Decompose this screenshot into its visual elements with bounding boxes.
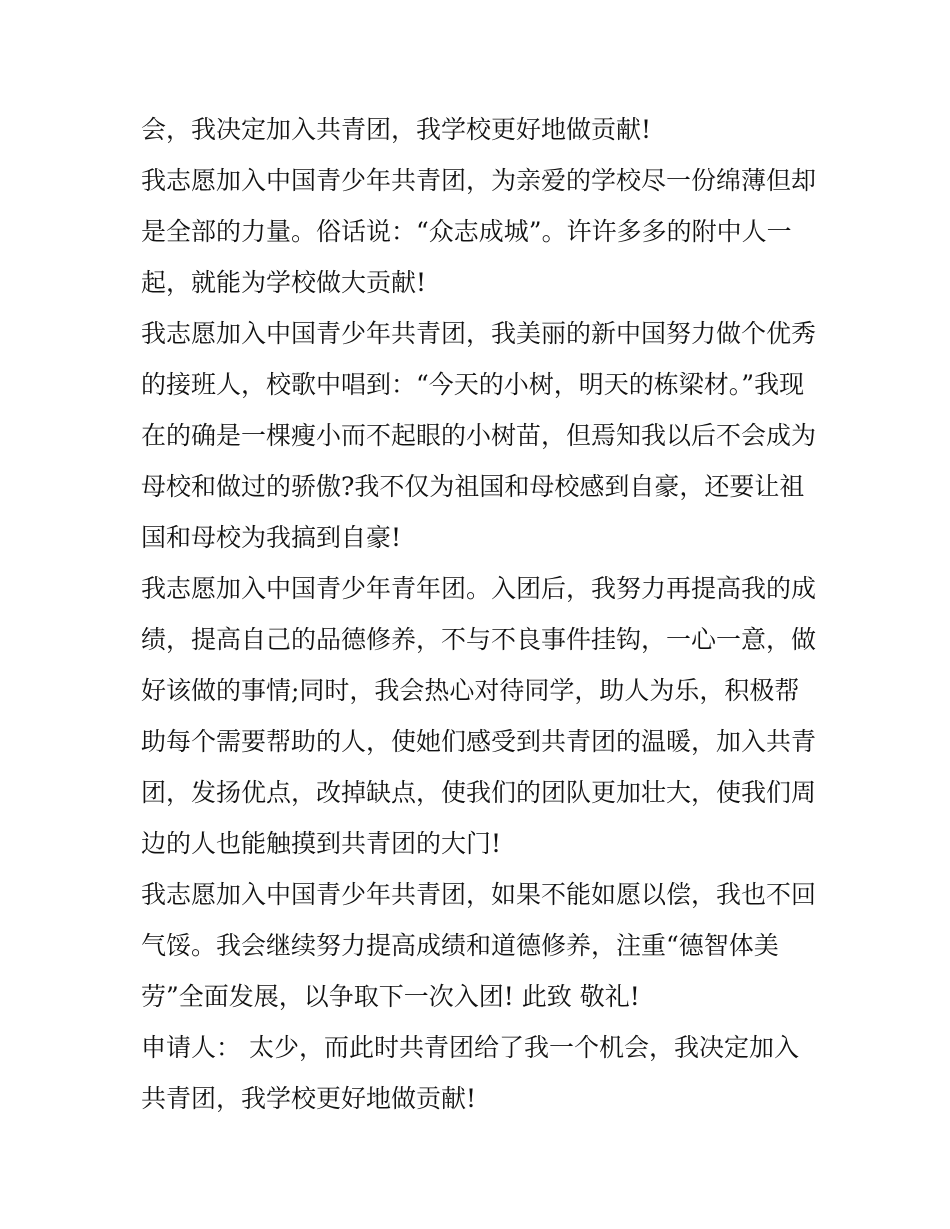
text-line: 我志愿加入中国青少年青年团。入团后，我努力再提高我的成 — [141, 574, 817, 603]
text-line: 助每个需要帮助的人，使她们感受到共青团的温暖，加入共青 — [141, 727, 817, 756]
text-line: 团，发扬优点，改掉缺点，使我们的团队更加壮大，使我们周 — [141, 778, 817, 807]
text-line: 我志愿加入中国青少年共青团，我美丽的新中国努力做个优秀 — [141, 319, 817, 348]
text-line: 我志愿加入中国青少年共青团，为亲爱的学校尽一份绵薄但却 — [141, 166, 817, 195]
text-line: 申请人： 太少，而此时共青团给了我一个机会，我决定加入 — [141, 1033, 799, 1062]
text-line: 边的人也能触摸到共青团的大门! — [141, 829, 502, 858]
text-line: 母校和做过的骄傲?我不仅为祖国和母校感到自豪，还要让祖 — [141, 472, 805, 501]
text-line: 气馁。我会继续努力提高成绩和道德修养，注重“德智体美 — [141, 931, 779, 960]
text-line: 共青团，我学校更好地做贡献! — [141, 1084, 477, 1113]
text-line: 是全部的力量。俗话说：“众志成城”。许许多多的附中人一 — [141, 217, 792, 246]
text-line: 好该做的事情;同时，我会热心对待同学，助人为乐，积极帮 — [141, 676, 800, 705]
text-line: 我志愿加入中国青少年共青团，如果不能如愿以偿，我也不回 — [141, 880, 817, 909]
text-line: 绩，提高自己的品德修养，不与不良事件挂钩，一心一意，做 — [141, 625, 817, 654]
text-line: 国和母校为我搞到自豪! — [141, 523, 402, 552]
text-line: 在的确是一棵瘦小而不起眼的小树苗，但焉知我以后不会成为 — [141, 421, 817, 450]
text-line: 的接班人，校歌中唱到：“今天的小树，明天的栋梁材。”我现 — [141, 370, 805, 399]
text-line: 劳”全面发展，以争取下一次入团! 此致 敬礼! — [141, 982, 640, 1011]
text-line: 起，就能为学校做大贡献! — [141, 268, 427, 297]
text-line: 会，我决定加入共青团，我学校更好地做贡献! — [141, 115, 652, 144]
document-body — [141, 104, 821, 1124]
